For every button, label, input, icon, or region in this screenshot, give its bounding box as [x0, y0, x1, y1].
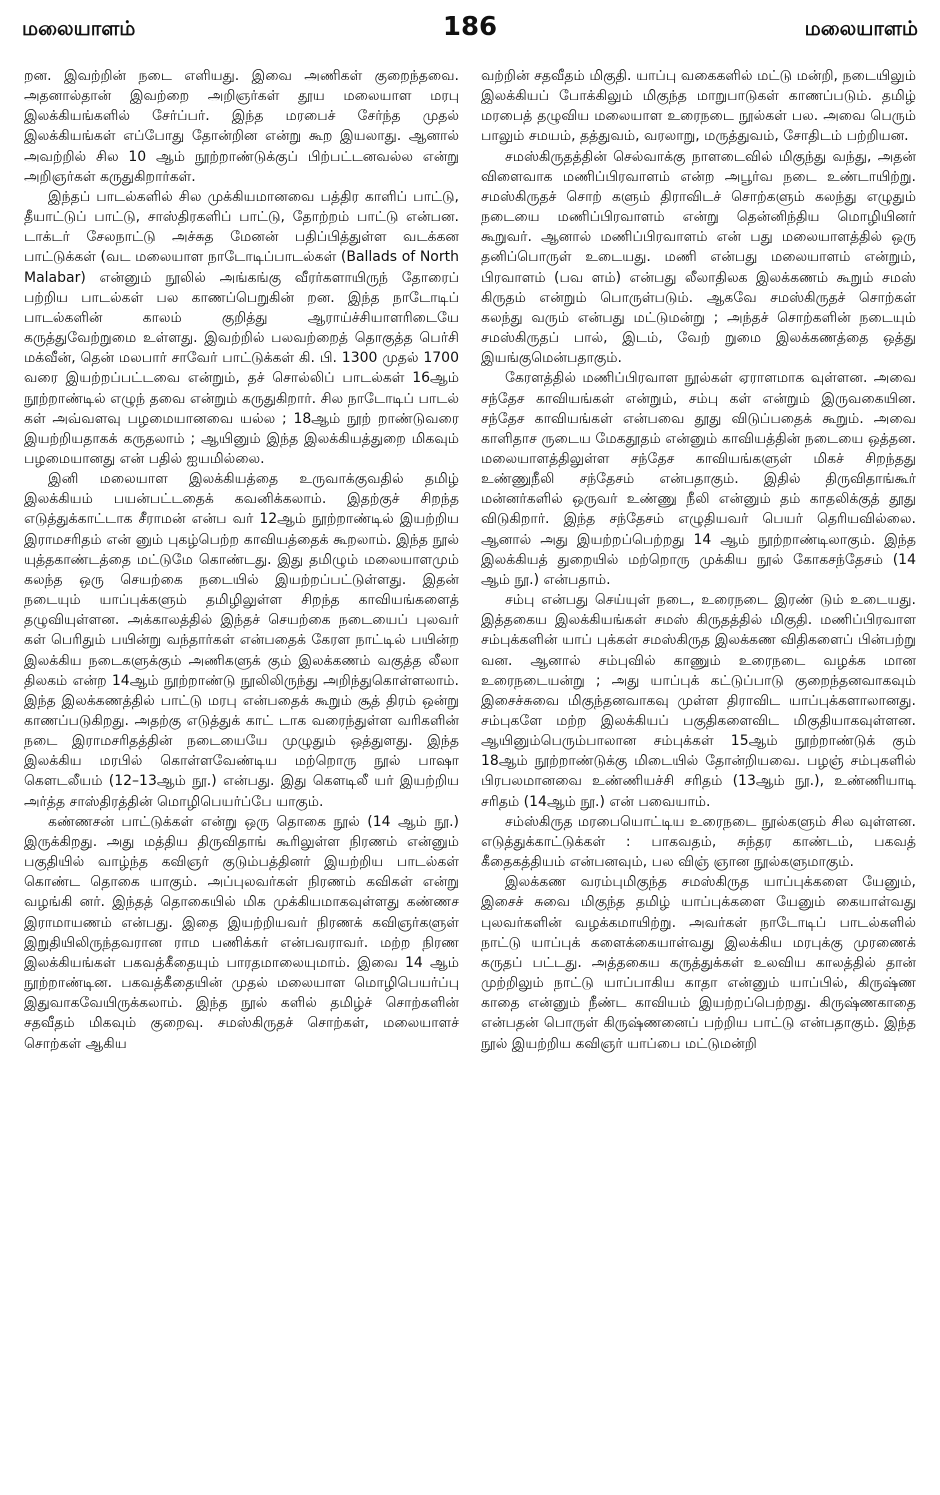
paragraph: வற்றின் சதவீதம் மிகுதி. யாப்பு வகைகளில் மட்டு மன்றி, நடையிலும் இலக்கியப் போக்கிலும் மிகுந்த மாறுபாடுகள் காணப்படும். தமிழ் மரபைத் தழுவிய மலையாள உரைநடை நூல்கள் பல. அவை பெரும் பாலும் சமயம், தத்துவம், வரலாறு, மருத்துவம், சோதிடம் பற்றியன.	[481, 68, 916, 145]
right-column	[481, 66, 916, 1054]
paragraph: சமஸ்கிருதத்தின் செல்வாக்கு நாளடைவில் மிகுந்து வந்து, அதன் விளைவாக மணிப்பிரவாளம் என்ற அபூர்வ நடை உண்டாயிற்று. சமஸ்கிருதச் சொற் களும் திராவிடச் சொற்களும் கலந்து எழுதும் நடையை மணிப்பிரவாளம் என்று தென்னிந்திய மொழியினர் கூறுவர். ஆனால் மணிப்பிரவாளம் என் பது மலையாளத்தில் ஒரு தனிப்பொருள் உடையது. மணி என்பது மலையாளம் என்றும், பிரவாளம் (பவ ளம்) என்பது லீலாதிலக இலக்கணம் கூறும் சமஸ் கிருதம் என்றும் பொருள்படும். ஆகவே சமஸ்கிருதச் சொற்கள் கலந்து வரும் என்பது மட்டுமன்று ; அந்தச் சொற்களின் நடையும் சமஸ்கிருதப் பால், இடம், வேற் றுமை இலக்கணத்தை ஒத்து இயங்குமென்பதாகும்.	[481, 148, 916, 367]
paragraph: கேரளத்தில் மணிப்பிரவாள நூல்கள் ஏராளமாக வுள்ளன. அவை சந்தேச காவியங்கள் என்றும், சம்பு கள் என்றும் இருவகையின. சந்தேச காவியங்கள் என்பவை தூது விடுப்பதைக் கூறும். அவை காளிதாச ருடைய மேகதூதம் என்னும் காவியத்தின் நடையை ஒத்தன. மலையாளத்திலுள்ள சந்தேச காவியங்களுள் மிகச் சிறந்தது உண்ணுநீலி சந்தேசம் என்பதாகும். இதில் திருவிதாங்கூர் மன்னர்களில் ஒருவர் உண்ணு நீலி என்னும் தம் காதலிக்குத் தூது விடுகிறார். இந்த சந்தேசம் எழுதியவர் பெயர் தெரியவில்லை. ஆனால் அது இயற்றப்பெற்றது 14 ஆம் நூற்றாண்டிலாகும். இந்த இலக்கியத் துறையில் மற்றொரு முக்கிய நூல் கோகசந்தேசம் (14 ஆம் நூ.) என்பதாம்.	[481, 370, 916, 588]
paragraph: கண்ணசன் பாட்டுக்கள் என்று ஒரு தொகை நூல் (14 ஆம் நூ.) இருக்கிறது. அது மத்திய திருவிதாங் கூரிலுள்ள நிரணம் என்னும் பகுதியில் வாழ்ந்த கவிஞர் குடும்பத்தினர் இயற்றிய பாடல்கள் கொண்ட தொகை யாகும். அப்புலவர்கள் நிரணம் கவிகள் என்று வழங்கி னர். இந்தத் தொகையில் மிக முக்கியமாகவுள்ளது கண்ணச இராமாயணம் என்பது. இதை இயற்றியவர் நிரணக் கவிஞர்களுள் இறுதியிலிருந்தவரான ராம பணிக்கர் என்பவராவர். மற்ற நிரண இலக்கியங்கள் பகவத்கீதையும் பாரதமாலையுமாம். இவை 14 ஆம் நூற்றாண்டின. பகவத்கீதையின் முதல் மலையாள மொழிபெயர்ப்பு இதுவாகவேயிருக்கலாம். இந்த நூல் களில் தமிழ்ச் சொற்களின் சதவீதம் மிகவும் குறைவு. சமஸ்கிருதச் சொற்கள், மலையாளச் சொற்கள் ஆகிய	[24, 813, 459, 1052]
paragraph: சம்ஸ்கிருத மரபையொட்டிய உரைநடை நூல்களும் சில வுள்ளன. எடுத்துக்காட்டுக்கள் : பாகவதம், சுந்தர காண்டம், பகவத் கீதைகத்தியம் என்பனவும், பல விஞ் ஞான நூல்களுமாகும்.	[481, 813, 916, 871]
paragraph: இலக்கண வரம்புமிகுந்த சமஸ்கிருத யாப்புக்களை யேனும், இசைச் சுவை மிகுந்த தமிழ் யாப்புக்களை யேனும் கையாள்வது புலவர்களின் வழக்கமாயிற்று. அவர்கள் நாடோடிப் பாடல்களில் நாட்டு யாப்புக் களைக்கையாள்வது இலக்கிய மரபுக்கு முரணைக் கருதப் பட்டது. அத்தகைய கருத்துக்கள் உலவிய காலத்தில் தான் முற்றிலும் நாட்டு யாப்பாகிய காதா என்னும் யாப்பில், கிருஷ்ண காதை என்னும் நீண்ட காவியம் இயற்றப்பெற்றது. கிருஷ்ணகாதை என்பதன் பொருள் கிருஷ்ணனைப் பற்றிய பாட்டு என்பதாகும். இந்த நூல் இயற்றிய கவிஞர் யாப்பை மட்டுமன்றி	[481, 874, 916, 1052]
paragraph: இனி மலையாள இலக்கியத்தை உருவாக்குவதில் தமிழ் இலக்கியம் பயன்பட்டதைக் கவனிக்கலாம். இதற்குச் சிறந்த எடுத்துக்காட்டாக சீராமன் என்ப வர் 12ஆம் நூற்றாண்டில் இயற்றிய இராமசரிதம் என் னும் புகழ்பெற்ற காவியத்தைக் கூறலாம். இந்த நூல் யுத்தகாண்டத்தை மட்டுமே கொண்டது. இது தமிழும் மலையாளமும் கலந்த ஒரு செயற்கை நடையில் இயற்றப்பட்டுள்ளது. இதன் நடையும் யாப்புக்களும் தமிழிலுள்ள சிறந்த காவியங்களைத் தழுவியுள்ளன. அக்காலத்தில் இந்தச் செயற்கை நடையைப் புலவர் கள் பெரிதும் பயின்று வந்தார்கள் என்பதைக் கேரள நாட்டில் பயின்ற இலக்கிய நடைகளுக்கும் அணிகளுக் கும் இலக்கணம் வகுத்த லீலா திலகம் என்ற 14ஆம் நூற்றாண்டு நூலிலிருந்து அறிந்துகொள்ளலாம். இந்த இலக்கணத்தில் பாட்டு மரபு என்பதைக் கூறும் சூத் திரம் ஒன்று காணப்படுகிறது. அதற்கு எடுத்துக் காட் டாக வரைந்துள்ள வரிகளின் நடை இராமசரிதத்தின் நடையையே முழுதும் ஒத்துளது. இந்த இலக்கிய மரபில் கொள்ளவேண்டிய மற்றொரு நூல் பாஷா கௌடலீயம் (12–13ஆம் நூ.) என்பது. இது கௌடிலீ யர் இயற்றிய அர்த்த சாஸ்திரத்தின் மொழிபெயர்ப்பே யாகும்.	[24, 471, 459, 810]
page-number: 186	[442, 12, 498, 42]
running-title-left: மலையாளம்	[22, 16, 136, 40]
paragraph: இந்தப் பாடல்களில் சில முக்கியமானவை பத்திர காளிப் பாட்டு, தீயாட்டுப் பாட்டு, சாஸ்திரகளிப் பாட்டு, தோற்றம் பாட்டு என்பன. டாக்டர் சேலநாட்டு அச்சுத மேனன் பதிப்பித்துள்ள வடக்கன பாட்டுக்கள் (வட மலையாள நாடோடிப்பாடல்கள் (Ballads of North Malabar) என்னும் நூலில் அங்கங்கு வீரர்களாயிருந் தோரைப் பற்றிய பாடல்கள் பல காணப்பெறுகின் றன. இந்த நாடோடிப் பாடல்களின் காலம் குறித்து ஆராய்ச்சியாளரிடையே கருத்துவேற்றுமை உள்ளது. இவற்றில் பலவற்றைத் தொகுத்த பெர்சி மக்வீன், தென் மலபார் சாவேர் பாட்டுக்கள் கி. பி. 1300 முதல் 1700 வரை இயற்றப்பட்டவை என்றும், தச் சொல்லிப் பாடல்கள் 16ஆம் நூற்றாண்டில் எழுந் தவை என்றும் கருதுகிறார். சில நாடோடிப் பாடல் கள் அவ்வளவு பழமையானவை யல்ல ; 18ஆம் நூற் றாண்டுவரை இயற்றியதாகக் கருதலாம் ; ஆயினும் இந்த இலக்கியத்துறை மிகவும் பழமையானது என் பதில் ஐயமில்லை.	[24, 188, 459, 467]
paragraph: றன. இவற்றின் நடை எளியது. இவை அணிகள் குறைந்தவை. அதனால்தான் இவற்றை அறிஞர்கள் தூய மலையாள மரபு இலக்கியங்களில் சேர்ப்பர். இந்த மரபைச் சேர்ந்த முதல் இலக்கியங்கள் எப்போது தோன்றின என்று கூற இயலாது. ஆனால் அவற்றில் சில 10 ஆம் நூற்றாண்டுக்குப் பிற்பட்டனவல்ல என்று அறிஞர்கள் கருதுகிறார்கள்.	[24, 68, 459, 185]
paragraph: சம்பு என்பது செய்யுள் நடை, உரைநடை இரண் டும் உடையது. இத்தகைய இலக்கியங்கள் சமஸ் கிருதத்தில் மிகுதி. மணிப்பிரவாள சம்புக்களின் யாப் புக்கள் சமஸ்கிருத இலக்கண விதிகளைப் பின்பற்று வன. ஆனால் சம்புவில் காணும் உரைநடை வழக்க மான உரைநடையன்று ; அது யாப்புக் கட்டுப்பாடு குறைந்தனவாகவும் இசைச்சுவை மிகுந்தனவாகவு முள்ள திராவிட யாப்புக்களாலானது. சம்புகளே மற்ற இலக்கியப் பகுதிகளைவிட மிகுதியாகவுள்ளன. ஆயினும்பெரும்பாலான சம்புக்கள் 15ஆம் நூற்றாண்டுக் கும் 18ஆம் நூற்றாண்டுக்கு மிடையில் தோன்றியவை. பழஞ் சம்புகளில் பிரபலமானவை உண்ணியச்சி சரிதம் (13ஆம் நூ.), உண்ணியாடி சரிதம் (14ஆம் நூ.) என் பவையாம்.	[481, 592, 916, 810]
page-header	[22, 12, 918, 52]
left-column	[24, 66, 459, 1054]
running-title-right: மலையாளம்	[804, 16, 918, 40]
